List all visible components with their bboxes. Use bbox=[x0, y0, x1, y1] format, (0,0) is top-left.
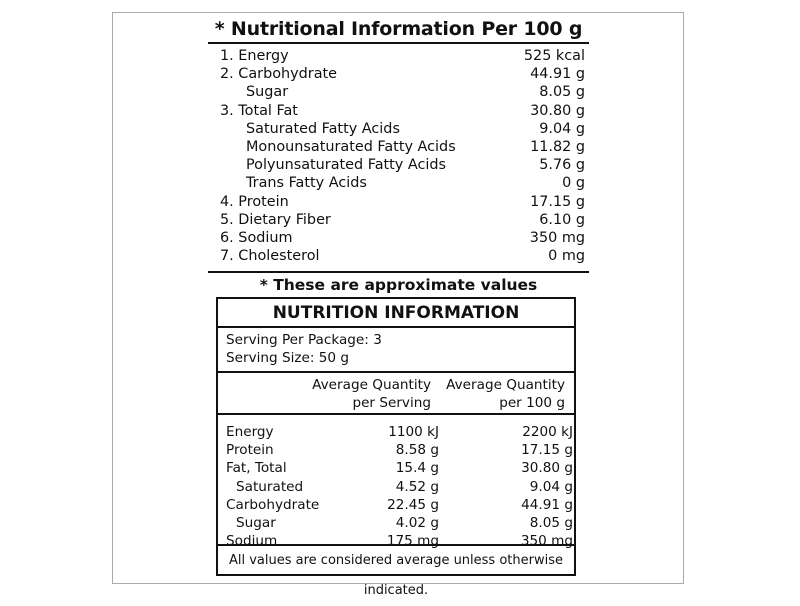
top-label-title: * Nutritional Information Per 100 g bbox=[214, 18, 583, 40]
nutrient-row bbox=[208, 83, 589, 101]
nutrient-row bbox=[208, 229, 589, 247]
serving-size: Serving Size: 50 g bbox=[226, 350, 350, 366]
column-headers bbox=[218, 373, 574, 415]
nutrient-value: 6.10 g bbox=[539, 211, 585, 228]
per-serving-value: 4.52 g bbox=[395, 478, 439, 495]
bottom-label-title: NUTRITION INFORMATION bbox=[218, 299, 574, 328]
nutrient-value: 30.80 g bbox=[530, 102, 585, 119]
table-row bbox=[218, 441, 574, 459]
nutrient-name: Energy bbox=[226, 424, 274, 440]
per-serving-value: 4.02 g bbox=[395, 514, 439, 531]
nutrient-name: 2. Carbohydrate bbox=[220, 66, 338, 83]
serving-info bbox=[218, 328, 574, 373]
header-line: Average Quantity bbox=[446, 377, 565, 393]
nutrient-name: Monounsaturated Fatty Acids bbox=[246, 138, 456, 155]
nutrient-name: Protein bbox=[226, 442, 274, 459]
per-serving-value: 1100 kJ bbox=[388, 424, 439, 440]
nutrient-row bbox=[208, 247, 589, 265]
per-100g-value: 2200 kJ bbox=[522, 424, 573, 440]
nutrient-name: 1. Energy bbox=[220, 48, 289, 64]
per-100g-header bbox=[431, 376, 565, 413]
nutrient-name: Sodium bbox=[226, 533, 278, 550]
per-serving-value: 15.4 g bbox=[395, 460, 439, 477]
footer-note: All values are considered average unless otherwise indicated. bbox=[228, 553, 563, 598]
servings-per-package: Serving Per Package: 3 bbox=[226, 332, 382, 348]
bottom-nutrient-table bbox=[218, 415, 574, 550]
nutrient-value: 350 mg bbox=[529, 229, 585, 246]
nutrient-value: 8.05 g bbox=[539, 84, 585, 101]
nutrient-name: Trans Fatty Acids bbox=[246, 175, 367, 192]
nutrient-row bbox=[208, 65, 589, 83]
nutrient-name: 3. Total Fat bbox=[220, 102, 298, 119]
nutrient-value: 0 mg bbox=[548, 248, 585, 265]
nutrient-name: Polyunsaturated Fatty Acids bbox=[246, 157, 447, 174]
nutrient-row bbox=[208, 211, 589, 229]
per-100g-value: 30.80 g bbox=[521, 460, 573, 477]
table-row bbox=[218, 478, 574, 496]
nutrient-value: 17.15 g bbox=[530, 193, 585, 210]
nutrient-row bbox=[208, 156, 589, 174]
per-100g-value: 9.04 g bbox=[529, 478, 573, 495]
per-100g-value: 8.05 g bbox=[529, 514, 573, 531]
nutrition-information-panel bbox=[216, 297, 576, 598]
table-row bbox=[218, 423, 574, 441]
header-line: Average Quantity bbox=[312, 377, 431, 393]
nutrient-row bbox=[208, 174, 589, 192]
nutrient-row bbox=[208, 138, 589, 156]
nutrient-name: Carbohydrate bbox=[226, 496, 320, 513]
nutritional-info-per-100g-panel bbox=[208, 16, 589, 297]
approximate-values-note: * These are approximate values bbox=[259, 276, 538, 295]
per-100g-value: 17.15 g bbox=[521, 442, 573, 459]
per-serving-header bbox=[296, 376, 431, 413]
nutrient-name: Sugar bbox=[246, 84, 289, 101]
nutrient-value: 9.04 g bbox=[539, 120, 585, 137]
nutrient-value: 11.82 g bbox=[530, 138, 585, 155]
nutrient-name: 5. Dietary Fiber bbox=[220, 211, 331, 228]
table-row bbox=[218, 496, 574, 514]
nutrient-name: Fat, Total bbox=[226, 460, 287, 477]
per-100g-value: 44.91 g bbox=[521, 496, 573, 513]
nutrient-name: Sugar bbox=[236, 514, 276, 531]
per-serving-value: 175 mg bbox=[386, 533, 439, 550]
nutrient-value: 525 kcal bbox=[523, 48, 585, 64]
nutrient-name: 7. Cholesterol bbox=[220, 248, 320, 265]
nutrient-name: 4. Protein bbox=[220, 193, 289, 210]
nutrient-value: 44.91 g bbox=[530, 66, 585, 83]
nutrient-name: Saturated bbox=[236, 478, 304, 495]
top-nutrient-list bbox=[208, 44, 589, 265]
header-line: per Serving bbox=[352, 395, 431, 411]
table-row bbox=[218, 459, 574, 477]
nutrient-row bbox=[208, 102, 589, 120]
per-serving-value: 8.58 g bbox=[395, 442, 439, 459]
table-row bbox=[218, 514, 574, 532]
nutrient-value: 5.76 g bbox=[539, 157, 585, 174]
header-line: per 100 g bbox=[499, 395, 565, 411]
nutrient-name: 6. Sodium bbox=[220, 229, 293, 246]
per-serving-value: 22.45 g bbox=[387, 496, 439, 513]
per-100g-value: 350 mg bbox=[520, 533, 573, 550]
nutrient-row bbox=[208, 120, 589, 138]
nutrient-row bbox=[208, 47, 589, 65]
nutrient-row bbox=[208, 193, 589, 211]
nutrient-name: Saturated Fatty Acids bbox=[246, 120, 400, 137]
nutrient-value: 0 g bbox=[562, 175, 585, 192]
